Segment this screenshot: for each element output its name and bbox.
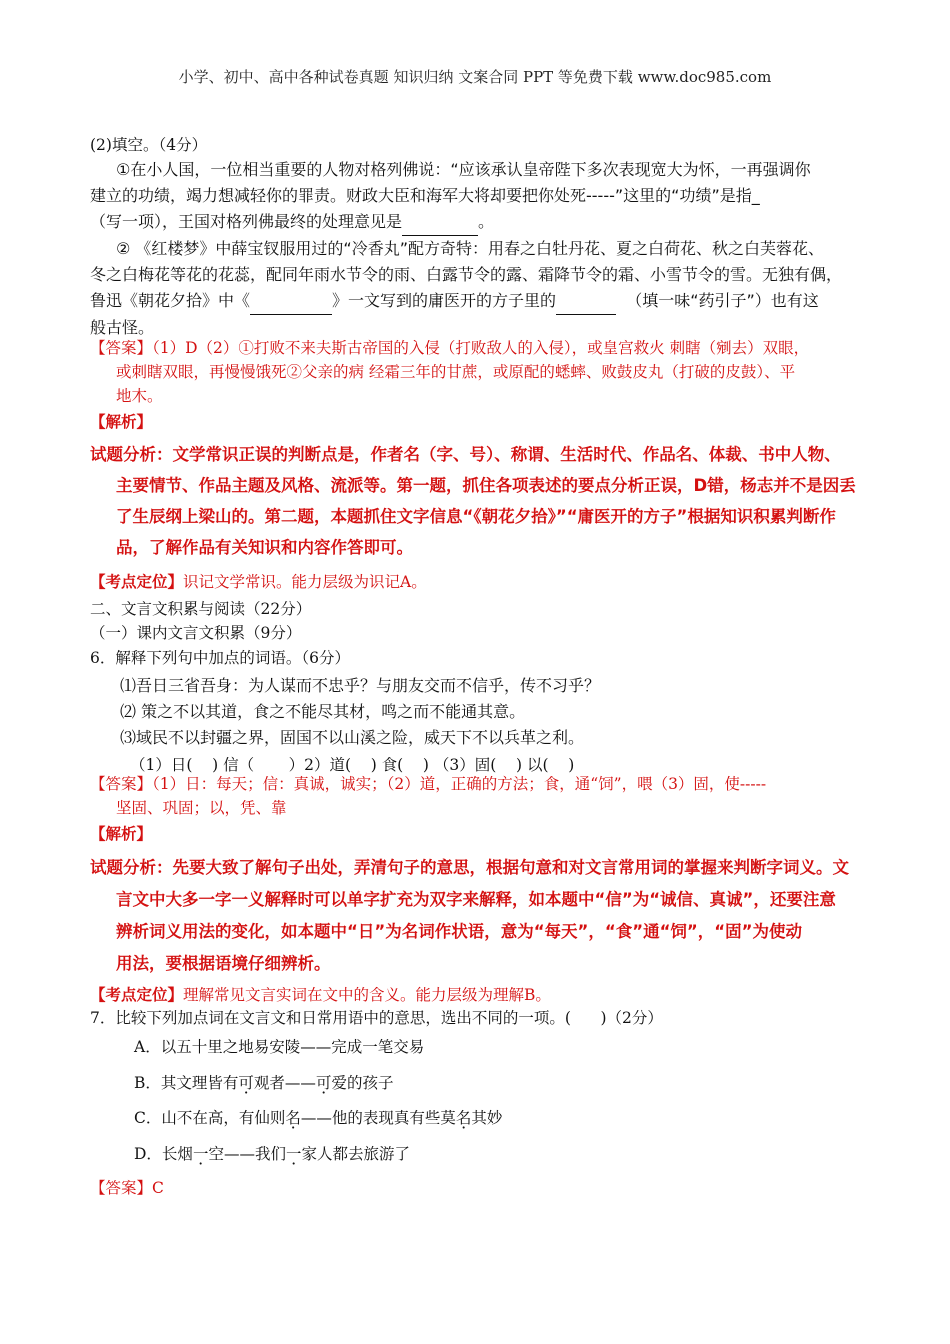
- q6-sentence-3: ⑶域民不以封疆之界，固国不以山溪之险，威天下不以兵革之利。: [120, 728, 585, 747]
- option-text: 空——我们: [208, 1145, 286, 1163]
- q7-option-d: [90, 1142, 924, 1166]
- q2-kaodian: [90, 570, 880, 594]
- option-text: 爱的孩子: [331, 1074, 394, 1092]
- q7-answer-text: 【答案】C: [90, 1179, 164, 1197]
- option-text: 观者——: [253, 1074, 316, 1092]
- q7-answer: [90, 1176, 880, 1200]
- q2-jiexi-label: 【解析】: [90, 412, 153, 431]
- q6-sentence-2: ⑵ 策之不以其道，食之不能尽其材，鸣之而不能通其意。: [120, 702, 526, 721]
- section-2-header: [90, 597, 880, 645]
- q6-kaodian: [90, 983, 880, 1007]
- q6-analysis-heading: [90, 822, 880, 846]
- q2-para1-line3-end: 。: [478, 212, 495, 231]
- q2-analysis-line: 试题分析：文学常识正误的判断点是，作者名（字、号）、称谓、生活时代、作品名、体裁、书中人物、: [90, 445, 841, 464]
- q2-analysis-line: 主要情节、作品主题及风格、流派等。第一题，抓住各项表述的要点分析正误，D错，杨志并不是因丢: [116, 476, 856, 495]
- dotted-char: 名: [455, 1109, 472, 1127]
- option-text: ——他的表现真有些莫: [300, 1109, 456, 1127]
- q2-para1-line1: ①在小人国，一位相当重要的人物对格列佛说：“应该承认皇帝陛下多次表现宽大为怀，一再强调你: [116, 160, 811, 179]
- q2-analysis-line: 了生辰纲上梁山的。第二题，本题抓住文字信息“《朝花夕拾》”“庸医开的方子”根据知识积累判断作: [116, 507, 836, 526]
- fill-blank: [402, 209, 478, 236]
- q6-jiexi-label: 【解析】: [90, 824, 153, 843]
- kaodian-tag: 【考点定位】: [90, 572, 184, 591]
- question-6-title: 6．解释下列句中加点的词语。（6分）: [90, 649, 350, 667]
- dotted-char: 可: [315, 1074, 332, 1092]
- q6-answer: [90, 772, 880, 820]
- option-text: 安陵——完成一笔交: [269, 1038, 409, 1056]
- question-2-title: (2)填空。（4分）: [90, 136, 208, 154]
- q2-answer-line1: 【答案】（1）D（2）①打败不来夫斯古帝国的入侵（打败敌人的入侵），或皇宫救火 刺瞎（剜去）双眼，: [90, 339, 810, 357]
- option-text: 其妙: [471, 1109, 503, 1127]
- dotted-char: 可: [238, 1074, 254, 1092]
- q2-answer-line3: 地木。: [116, 387, 163, 405]
- q2-para1-line3: [90, 209, 880, 236]
- question-7-block: [90, 1006, 880, 1030]
- kaodian-tag: 【考点定位】: [90, 985, 184, 1004]
- q6-analysis-line: 言文中大多一字一义解释时可以单字扩充为双字来解释，如本题中“信”为“诚信、真诚”，还要注意: [116, 890, 836, 909]
- q2-answer-line2: 或刺瞎双眼，再慢慢饿死②父亲的病 经霜三年的甘蔗，或原配的蟋蟀、败鼓皮丸（打破的皮鼓）、平: [116, 363, 796, 381]
- question-6-block: [90, 646, 880, 777]
- dotted-char: 一: [192, 1145, 209, 1163]
- fill-blank: [250, 288, 332, 315]
- q6-analysis: [90, 852, 880, 980]
- page-header: 小学、初中、高中各种试卷真题 知识归纳 文案合同 PPT 等免费下载 www.doc985.com: [178, 68, 772, 86]
- q2-para2-line3-c: （填一味“药引子”）也有这: [626, 291, 819, 310]
- q2-para1-line3-text: （写一项），王国对格列佛最终的处理意见是: [90, 212, 403, 231]
- option-text: B．其文理皆有: [134, 1074, 239, 1092]
- q2-para2-line1: ② 《红楼梦》中薛宝钗服用过的“冷香丸”配方奇特：用春之白牡丹花、夏之白荷花、秋之白芙蓉花、: [116, 239, 825, 258]
- q2-para2-line3: [90, 288, 880, 315]
- dotted-char: 名: [285, 1109, 301, 1127]
- q2-para2-line3-a: 鲁迅《朝花夕拾》中《: [90, 291, 251, 310]
- q6-sentence-1: ⑴吾日三省吾身：为人谋而不忠乎？与朋友交而不信乎，传不习乎？: [120, 676, 601, 695]
- q2-analysis-heading: [90, 410, 880, 434]
- section-2-subtitle: （一）课内文言文积累（9分）: [90, 624, 302, 642]
- q2-para2-line4: 般古怪。: [90, 318, 155, 337]
- q2-para2-line3-b: 》一文写到的庸医开的方子里的: [332, 291, 557, 310]
- kaodian-text: 识记文学常识。能力层级为识记A。: [183, 573, 427, 591]
- dotted-char: 易: [253, 1038, 270, 1056]
- q7-option-b: [90, 1071, 924, 1095]
- q2-para2-line2: 冬之白梅花等花的花蕊，配同年雨水节令的雨、白露节令的露、霜降节令的霜、小雪节令的雪。无独有偶，: [90, 265, 843, 284]
- option-text: A．以五十里之地: [134, 1038, 254, 1056]
- option-text: D．长烟: [134, 1145, 193, 1163]
- q2-analysis: [90, 439, 880, 563]
- dotted-char: 易: [408, 1038, 425, 1056]
- dotted-char: 一: [285, 1145, 302, 1163]
- q7-option-c: [90, 1106, 924, 1130]
- q6-analysis-line: 辨析词义用法的变化，如本题中“日”为名词作状语，意为“每天”，“食”通“饲”，“固”为使动: [116, 922, 802, 941]
- question-7-title: 7．比较下列加点词在文言文和日常用语中的意思，选出不同的一项。( )（2分）: [90, 1009, 663, 1027]
- kaodian-text: 理解常见文言实词在文中的含义。能力层级为理解B。: [183, 986, 551, 1004]
- section-2-title: 二、文言文积累与阅读（22分）: [90, 600, 312, 618]
- q6-fill-line: （1）日( ) 信（ ）2）道( ) 食( ) （3）固( ) 以( ): [130, 756, 575, 774]
- q2-answer: [90, 336, 880, 408]
- q7-option-a: [90, 1035, 924, 1059]
- q6-analysis-line: 试题分析：先要大致了解句子出处，弄清句子的意思，根据句意和对文言常用词的掌握来判断字词义。文: [90, 858, 849, 877]
- option-text: C．山不在高，有仙则: [134, 1109, 286, 1127]
- q6-analysis-line: 用法，要根据语境仔细辨析。: [116, 954, 331, 973]
- q6-answer-line2: 坚固、巩固；以，凭、靠: [116, 799, 287, 817]
- fill-blank: [556, 288, 616, 315]
- q6-answer-line1: 【答案】（1）日：每天；信：真诚，诚实；（2）道，正确的方法；食，通“饲”，喂（3）固，使-----: [90, 775, 767, 793]
- q2-analysis-line: 品，了解作品有关知识和内容作答即可。: [116, 538, 413, 557]
- q2-para1-line2: 建立的功绩，竭力想减轻你的罪责。财政大臣和海军大将却要把你处死-----”这里的“功绩”是指_: [90, 186, 760, 205]
- question-2-block: [90, 133, 880, 341]
- option-text: 家人都去旅游了: [301, 1145, 410, 1163]
